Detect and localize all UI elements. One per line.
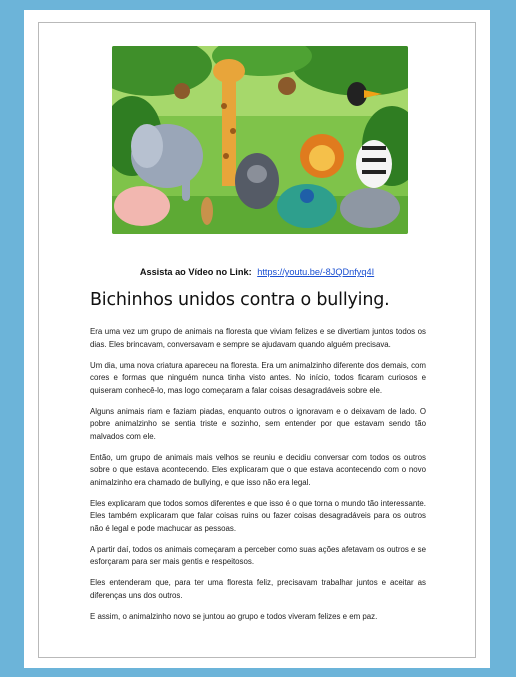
paragraph: Então, um grupo de animais mais velhos se reuniu e decidiu conversar com todos os outros sobre o que estava acontecendo. Eles explicaram que o que estava acontecendo com o novo animalzinho era chamado de bullying, e que isso não era legal. — [90, 452, 426, 487]
story-title: Bichinhos unidos contra o bullying. — [90, 290, 390, 310]
video-link-line — [24, 267, 490, 277]
paragraph: Era uma vez um grupo de animais na floresta que viviam felizes e se divertiam juntos todos os dias. Eles brincavam, conversavam e sempre se ajudavam quando alguém precisava. — [90, 327, 426, 349]
paragraph: E assim, o animalzinho novo se juntou ao grupo e todos viveram felizes e em paz. — [90, 611, 378, 621]
jungle-animals-illustration — [112, 46, 408, 234]
paragraph: Eles entenderam que, para ter uma floresta feliz, precisavam trabalhar juntos e aceitar as diferenças uns dos outros. — [90, 578, 426, 600]
paragraph: A partir daí, todos os animais começaram a perceber como suas ações afetavam os outros e se esforçaram para ser mais gentis e respeitosos. — [90, 544, 426, 566]
paragraph: Eles explicaram que todos somos diferentes e que isso é o que torna o mundo tão interessante. Eles também explicaram que falar coisas ruins ou fazer coisas desagradáveis para os outros não é legal e pode machucar as pessoas. — [90, 498, 426, 533]
story-body — [90, 326, 426, 632]
paragraph: Alguns animais riam e faziam piadas, enquanto outros o ignoravam e o deixavam de lado. O pobre animalzinho se sentia triste e sozinho, sem entender por que estavam sendo tão malvados com ele. — [90, 406, 426, 441]
video-label: Assista ao Vídeo no Link: — [139, 267, 252, 277]
document-page — [24, 10, 490, 668]
paragraph: Um dia, uma nova criatura apareceu na floresta. Era um animalzinho diferente dos demais, com cores e formas que ninguém nunca tinha visto antes. No início, todos ficaram curiosos e quiseram conhecê-lo, mas logo começaram a falar coisas desagradáveis sobre ele. — [90, 360, 426, 395]
video-link[interactable]: https://youtu.be/-8JQDnfyq4I — [257, 267, 375, 277]
